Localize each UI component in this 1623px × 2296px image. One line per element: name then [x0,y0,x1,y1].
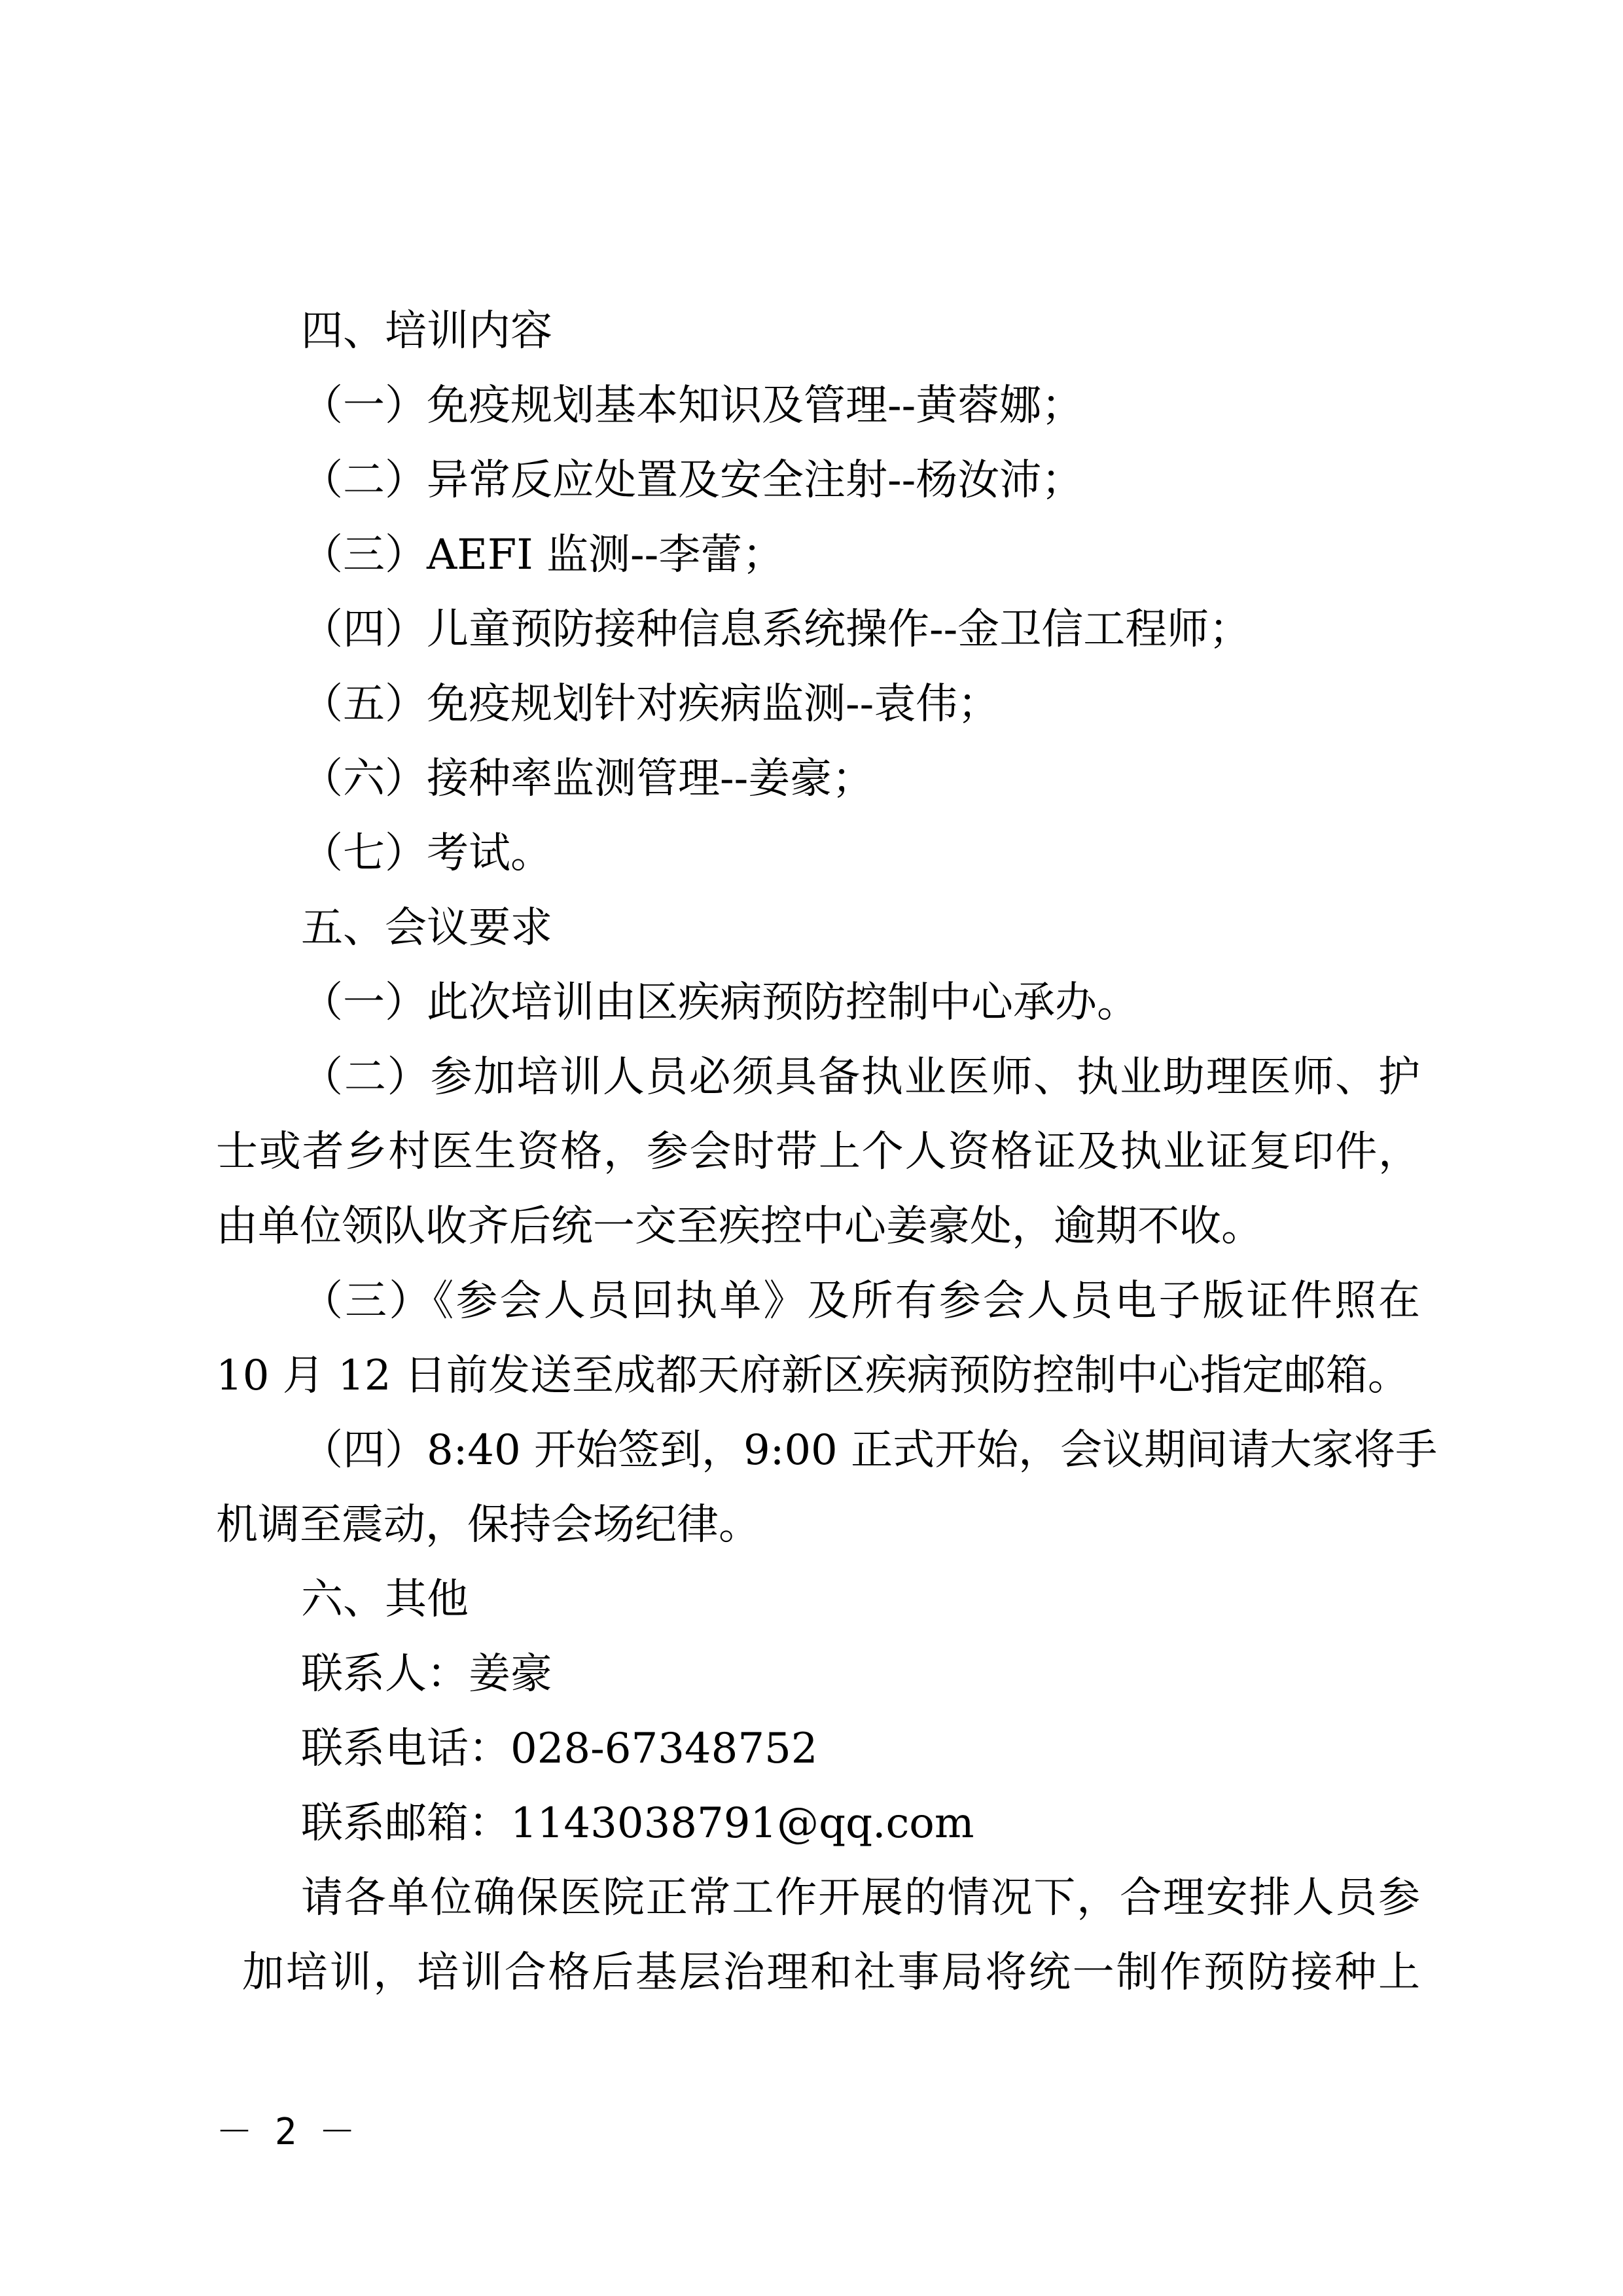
requirement-2-line-3: 由单位领队收齐后统一交至疾控中心姜豪处，逾期不收。 [216,1202,1263,1251]
training-item-1: （一）免疫规划基本知识及管理--黄蓉娜； [301,382,1084,430]
contact-phone: 联系电话：028-67348752 [301,1725,818,1773]
requirement-2-line-2: 士或者乡村医生资格，参会时带上个人资格证及执业证复印件， [216,1128,1420,1176]
closing-paragraph-line-2: 加培训，培训合格后基层治理和社事局将统一制作预防接种上 [242,1948,1420,1997]
requirement-4-line-1: （四）8:40 开始签到，9:00 正式开始，会议期间请大家将手 [301,1426,1438,1475]
requirement-2-line-1: （二）参加培训人员必须具备执业医师、执业助理医师、护 [301,1053,1420,1102]
requirement-4-line-2: 机调至震动，保持会场纪律。 [216,1501,760,1549]
page-number: － 2 － [216,2111,356,2153]
training-item-3: （三）AEFI 监测--李蕾； [301,531,785,579]
section-heading-other: 六、其他 [301,1575,469,1624]
contact-person: 联系人：姜豪 [301,1650,552,1698]
section-heading-training-content: 四、培训内容 [301,307,552,355]
training-item-6: （六）接种率监测管理--姜豪； [301,755,874,803]
section-heading-meeting-requirements: 五、会议要求 [301,904,552,952]
contact-email: 联系邮箱：1143038791@qq.com [301,1799,974,1848]
requirement-3-line-2: 10 月 12 日前发送至成都天府新区疾病预防控制中心指定邮箱。 [216,1352,1410,1400]
training-item-2: （二）异常反应处置及安全注射--杨汝沛； [301,456,1084,505]
requirement-3-line-1: （三）《参会人员回执单》及所有参会人员电子版证件照在 [301,1277,1420,1325]
training-item-7: （七）考试。 [301,829,552,878]
training-item-5: （五）免疫规划针对疾病监测--袁伟； [301,680,1000,728]
closing-paragraph-line-1: 请各单位确保医院正常工作开展的情况下，合理安排人员参 [301,1874,1420,1922]
requirement-1: （一）此次培训由区疾病预防控制中心承办。 [301,978,1139,1027]
training-item-4: （四）儿童预防接种信息系统操作--金卫信工程师； [301,605,1251,654]
